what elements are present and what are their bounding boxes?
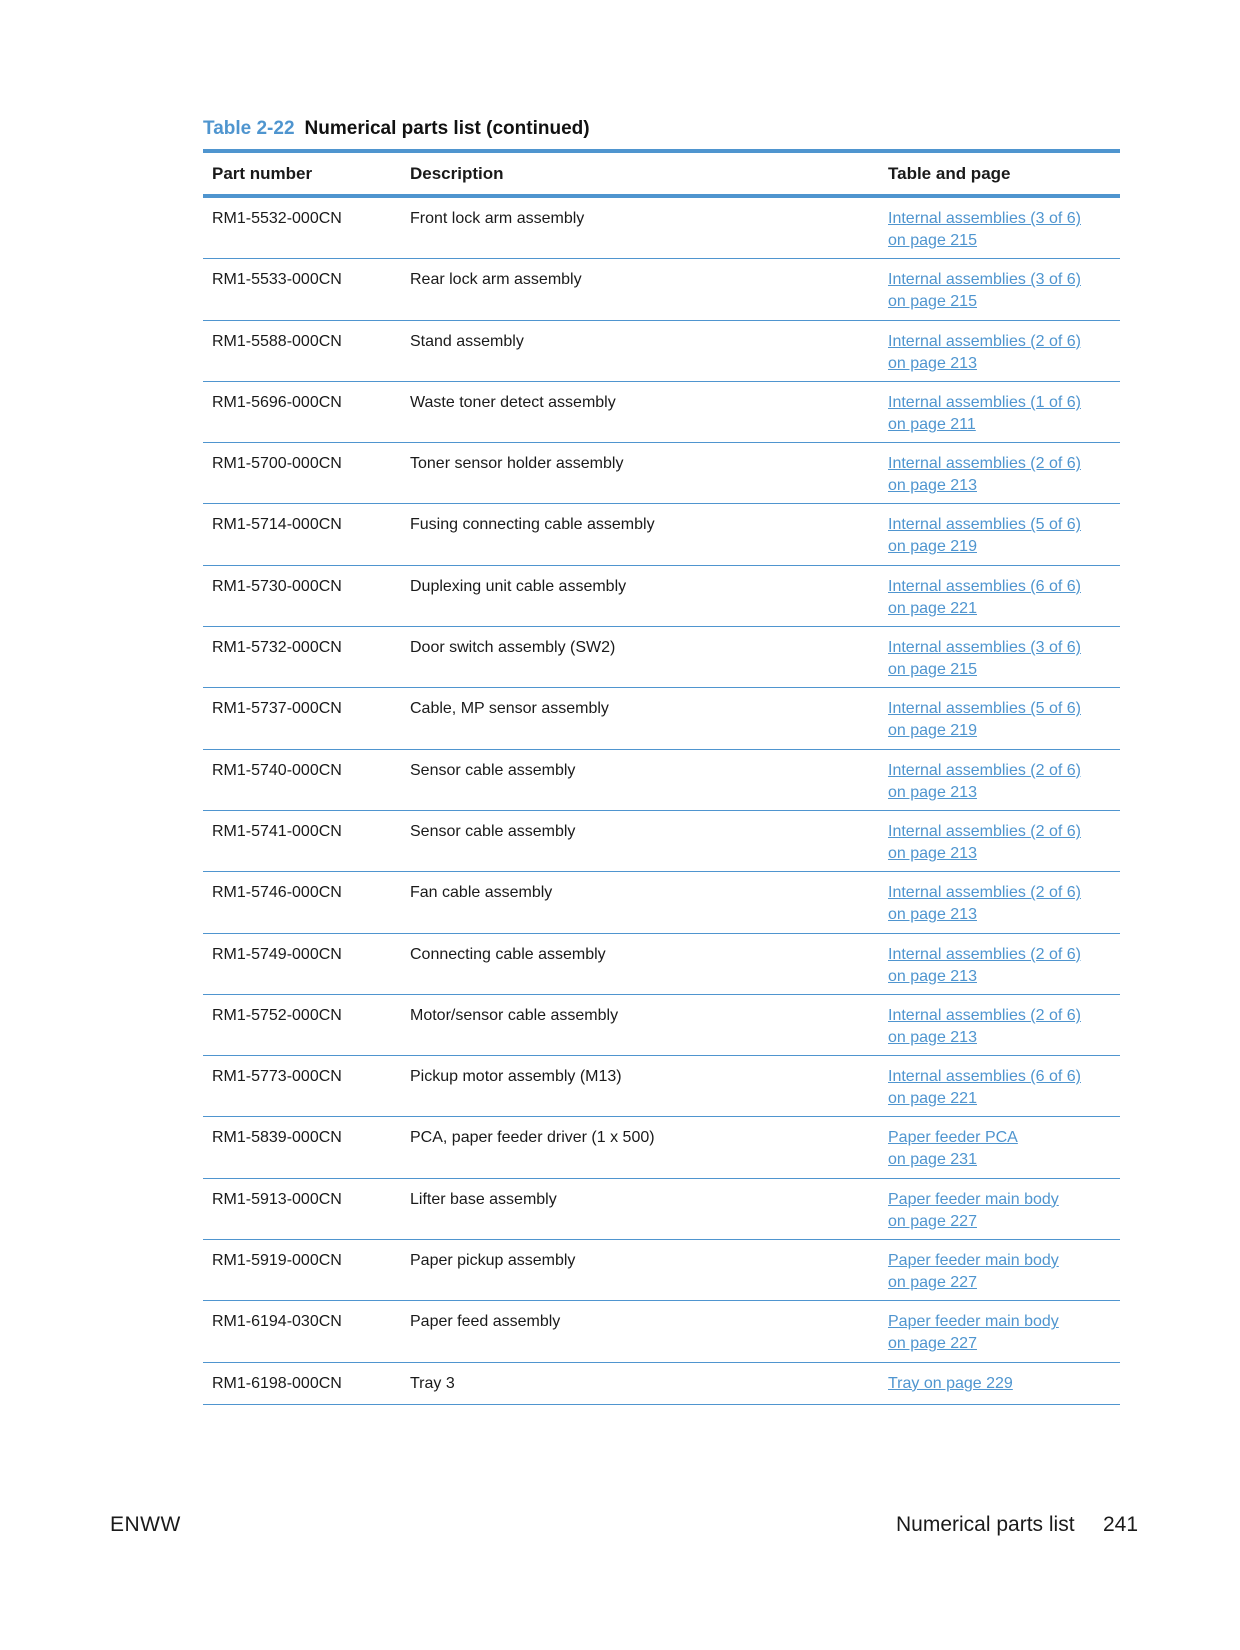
description-cell: Cable, MP sensor assembly	[410, 700, 609, 718]
reference-link[interactable]: Internal assemblies (2 of 6)	[888, 455, 1081, 473]
page-link[interactable]: on page 215	[888, 661, 977, 679]
part-number-cell: RM1-5919-000CN	[212, 1252, 342, 1270]
description-cell: Paper feed assembly	[410, 1313, 561, 1331]
reference-link[interactable]: Internal assemblies (3 of 6)	[888, 210, 1081, 227]
description-cell: Pickup motor assembly (M13)	[410, 1068, 622, 1086]
footer-section-title: Numerical parts list	[896, 1513, 1075, 1536]
part-number-cell: RM1-5532-000CN	[212, 210, 342, 227]
table-and-page-cell	[880, 637, 1120, 687]
page-link[interactable]: on page 231	[888, 1151, 977, 1169]
table-title: Numerical parts list (continued)	[304, 118, 590, 139]
parts-table	[203, 149, 1120, 1405]
table-row	[203, 382, 1120, 443]
table-and-page-cell	[880, 331, 1120, 381]
part-number-cell: RM1-5714-000CN	[212, 516, 342, 534]
table-row	[203, 1117, 1120, 1178]
table-and-page-cell	[880, 821, 1120, 871]
part-number-cell: RM1-5741-000CN	[212, 822, 342, 840]
table-and-page-cell	[880, 1373, 1120, 1404]
table-body	[203, 198, 1120, 1405]
reference-link[interactable]: Internal assemblies (2 of 6)	[888, 822, 1081, 840]
header-description: Description	[410, 163, 504, 183]
reference-link[interactable]: Paper feeder main body	[888, 1190, 1059, 1208]
reference-link[interactable]: Internal assemblies (6 of 6)	[888, 577, 1081, 595]
page-link[interactable]: on page 227	[888, 1212, 977, 1230]
page-link[interactable]: on page 213	[888, 354, 977, 372]
table-row	[203, 688, 1120, 749]
table-row	[203, 1240, 1120, 1301]
table-and-page-cell	[880, 1189, 1120, 1239]
table-row	[203, 995, 1120, 1056]
table-and-page-cell	[880, 392, 1120, 442]
page-link[interactable]: on page 213	[888, 477, 977, 495]
page-link[interactable]: on page 221	[888, 1090, 977, 1108]
table-caption	[203, 118, 590, 140]
reference-link[interactable]: Internal assemblies (2 of 6)	[888, 1006, 1081, 1024]
description-cell: Door switch assembly (SW2)	[410, 639, 616, 657]
table-row	[203, 504, 1120, 565]
table-row	[203, 872, 1120, 933]
description-cell: Paper pickup assembly	[410, 1252, 576, 1270]
table-row	[203, 627, 1120, 688]
table-row	[203, 443, 1120, 504]
table-and-page-cell	[880, 514, 1120, 564]
description-cell: Sensor cable assembly	[410, 822, 576, 840]
description-cell: Lifter base assembly	[410, 1190, 557, 1208]
table-row	[203, 1363, 1120, 1405]
table-and-page-cell	[880, 1127, 1120, 1177]
reference-link[interactable]: Paper feeder PCA	[888, 1129, 1018, 1147]
table-and-page-cell	[880, 269, 1120, 319]
table-row	[203, 1056, 1120, 1117]
table-row	[203, 811, 1120, 872]
table-row	[203, 934, 1120, 995]
part-number-cell: RM1-5533-000CN	[212, 271, 342, 289]
table-number: Table 2-22	[203, 118, 295, 139]
reference-link[interactable]: Internal assemblies (2 of 6)	[888, 884, 1081, 902]
page-link[interactable]: on page 213	[888, 844, 977, 862]
page-link[interactable]: on page 213	[888, 906, 977, 924]
table-row	[203, 198, 1120, 259]
description-cell: PCA, paper feeder driver (1 x 500)	[410, 1129, 655, 1147]
table-and-page-cell	[880, 453, 1120, 503]
reference-link[interactable]: Internal assemblies (2 of 6)	[888, 945, 1081, 963]
description-cell: Sensor cable assembly	[410, 761, 576, 779]
page-link[interactable]: on page 213	[888, 1028, 977, 1046]
page-link[interactable]: on page 219	[888, 538, 977, 556]
table-row	[203, 1179, 1120, 1240]
table-row	[203, 321, 1120, 382]
table-row	[203, 1301, 1120, 1362]
table-and-page-cell	[880, 1311, 1120, 1361]
table-and-page-cell	[880, 1005, 1120, 1055]
description-cell: Stand assembly	[410, 332, 524, 350]
page-number: 241	[1103, 1513, 1139, 1536]
part-number-cell: RM1-5588-000CN	[212, 332, 342, 350]
page-link[interactable]: on page 215	[888, 293, 977, 311]
page-link[interactable]: on page 221	[888, 599, 977, 617]
part-number-cell: RM1-5746-000CN	[212, 884, 342, 902]
page-link[interactable]: on page 213	[888, 967, 977, 985]
page-link[interactable]: on page 227	[888, 1274, 977, 1292]
table-and-page-cell	[880, 944, 1120, 994]
part-number-cell: RM1-5730-000CN	[212, 577, 342, 595]
part-number-cell: RM1-5773-000CN	[212, 1068, 342, 1086]
reference-link[interactable]: Tray on page 229	[888, 1374, 1013, 1392]
table-and-page-cell	[880, 576, 1120, 626]
part-number-cell: RM1-5696-000CN	[212, 393, 342, 411]
description-cell: Front lock arm assembly	[410, 210, 585, 227]
page-link[interactable]: on page 219	[888, 722, 977, 740]
page-link[interactable]: on page 227	[888, 1335, 977, 1353]
table-row	[203, 259, 1120, 320]
page-link[interactable]: on page 213	[888, 783, 977, 801]
description-cell: Waste toner detect assembly	[410, 393, 616, 411]
table-header	[203, 153, 1120, 198]
part-number-cell: RM1-5737-000CN	[212, 700, 342, 718]
reference-link[interactable]: Internal assemblies (2 of 6)	[888, 332, 1081, 350]
description-cell: Duplexing unit cable assembly	[410, 577, 627, 595]
part-number-cell: RM1-5732-000CN	[212, 639, 342, 657]
table-and-page-cell	[880, 1066, 1120, 1116]
part-number-cell: RM1-5700-000CN	[212, 455, 342, 473]
description-cell: Fusing connecting cable assembly	[410, 516, 655, 534]
reference-link[interactable]: Internal assemblies (2 of 6)	[888, 761, 1081, 779]
page-link[interactable]: on page 211	[888, 415, 976, 433]
reference-link[interactable]: Internal assemblies (3 of 6)	[888, 271, 1081, 289]
header-part-number: Part number	[212, 163, 313, 183]
description-cell: Fan cable assembly	[410, 884, 553, 902]
reference-link[interactable]: Internal assemblies (5 of 6)	[888, 700, 1081, 718]
part-number-cell: RM1-6194-030CN	[212, 1313, 342, 1331]
header-table-and-page: Table and page	[888, 163, 1011, 183]
reference-link[interactable]: Internal assemblies (6 of 6)	[888, 1068, 1081, 1086]
part-number-cell: RM1-6198-000CN	[212, 1374, 342, 1392]
table-and-page-cell	[880, 1250, 1120, 1300]
table-and-page-cell	[880, 882, 1120, 932]
part-number-cell: RM1-5749-000CN	[212, 945, 342, 963]
table-and-page-cell	[880, 760, 1120, 810]
description-cell: Connecting cable assembly	[410, 945, 606, 963]
part-number-cell: RM1-5752-000CN	[212, 1006, 342, 1024]
description-cell: Toner sensor holder assembly	[410, 455, 624, 473]
description-cell: Tray 3	[410, 1374, 455, 1392]
reference-link[interactable]: Paper feeder main body	[888, 1313, 1059, 1331]
part-number-cell: RM1-5913-000CN	[212, 1190, 342, 1208]
description-cell: Motor/sensor cable assembly	[410, 1006, 619, 1024]
table-and-page-cell	[880, 208, 1120, 258]
description-cell: Rear lock arm assembly	[410, 271, 582, 289]
page-link[interactable]: on page 215	[888, 232, 977, 249]
reference-link[interactable]: Internal assemblies (1 of 6)	[888, 393, 1081, 411]
reference-link[interactable]: Internal assemblies (5 of 6)	[888, 516, 1081, 534]
reference-link[interactable]: Paper feeder main body	[888, 1252, 1059, 1270]
footer-left: ENWW	[110, 1513, 181, 1536]
table-row	[203, 566, 1120, 627]
table-and-page-cell	[880, 698, 1120, 748]
reference-link[interactable]: Internal assemblies (3 of 6)	[888, 639, 1081, 657]
table-row	[203, 750, 1120, 811]
part-number-cell: RM1-5839-000CN	[212, 1129, 342, 1147]
part-number-cell: RM1-5740-000CN	[212, 761, 342, 779]
